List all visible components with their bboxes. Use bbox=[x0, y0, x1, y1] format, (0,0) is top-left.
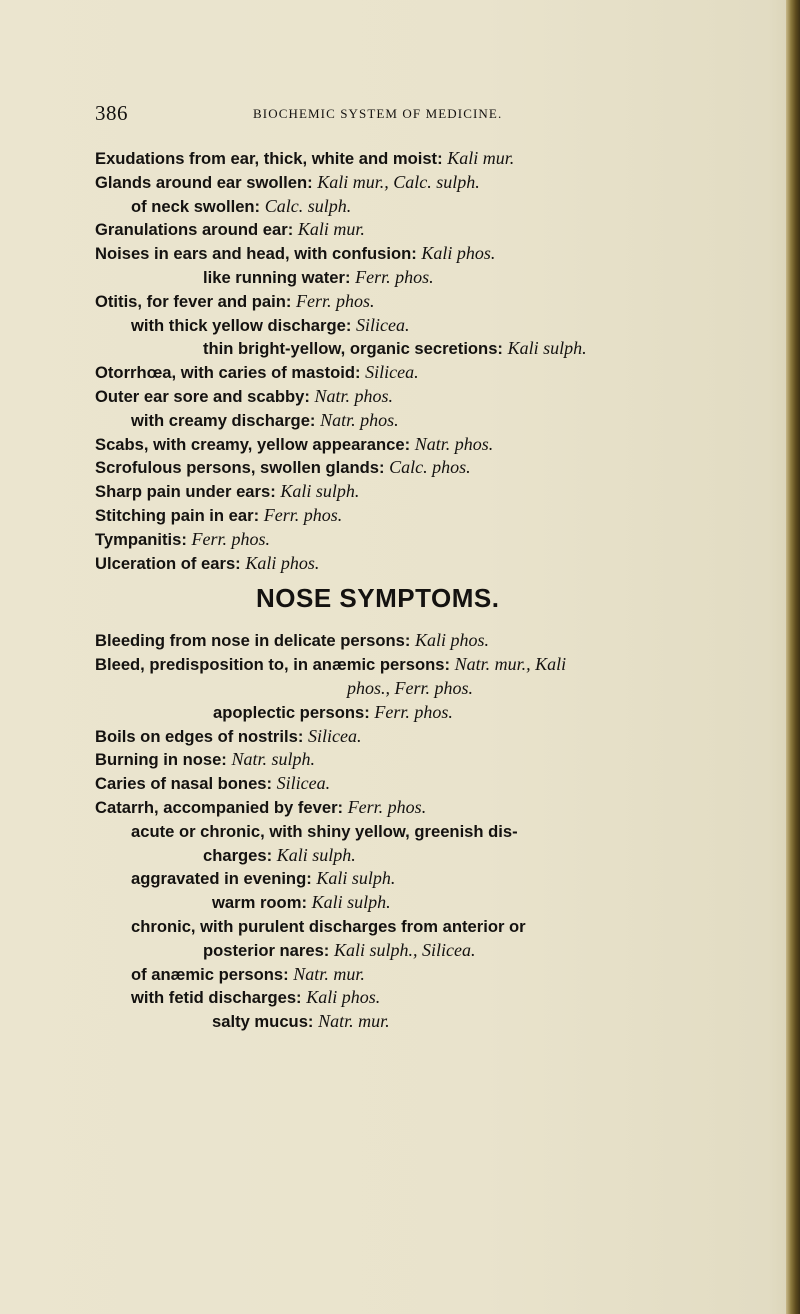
page-header bbox=[95, 101, 655, 129]
section-heading-nose: NOSE SYMPTOMS. bbox=[256, 583, 500, 614]
entry-line bbox=[95, 939, 765, 963]
entry-label: like running water: bbox=[203, 267, 356, 287]
entry-line bbox=[95, 218, 765, 242]
entry-line bbox=[95, 796, 765, 820]
running-head: BIOCHEMIC SYSTEM OF MEDICINE. bbox=[253, 106, 503, 121]
entry-line bbox=[95, 361, 765, 385]
entry-label: Sharp pain under ears: bbox=[95, 482, 281, 502]
entry-remedy: Calc. sulph. bbox=[264, 195, 352, 216]
entry-remedy: Natr. mur., Kali bbox=[454, 654, 567, 675]
entry-remedy: Silicea. bbox=[276, 773, 331, 794]
entry-remedy: Ferr. phos. bbox=[191, 528, 271, 549]
entry-label: Ulceration of ears: bbox=[95, 553, 246, 573]
entry-line bbox=[95, 266, 765, 290]
entry-label: Bleeding from nose in delicate persons: bbox=[95, 631, 415, 651]
entry-label: Exudations from ear, thick, white and moist: bbox=[95, 149, 448, 168]
entry-line bbox=[95, 480, 765, 504]
entry-label: with fetid discharges: bbox=[131, 988, 307, 1008]
entry-label: apoplectic persons: bbox=[213, 702, 375, 722]
entry-remedy: Ferr. phos. bbox=[296, 290, 375, 311]
entry-remedy: Kali phos. bbox=[306, 987, 381, 1008]
entry-line bbox=[95, 528, 765, 552]
entry-line bbox=[95, 409, 765, 433]
nose-symptoms-list bbox=[95, 629, 765, 1034]
page-edge bbox=[786, 0, 800, 1314]
entry-label: Boils on edges of nostrils: bbox=[95, 726, 308, 746]
entry-label: of anæmic persons: bbox=[131, 964, 294, 984]
entry-label: Tympanitis: bbox=[95, 529, 192, 549]
entry-remedy: Kali mur., Calc. sulph. bbox=[317, 171, 480, 192]
entry-label: chronic, with purulent discharges from anterior or bbox=[131, 916, 526, 936]
entry-remedy: phos., Ferr. phos. bbox=[347, 677, 474, 698]
entry-remedy: Kali mur. bbox=[297, 219, 365, 240]
entry-label: warm room: bbox=[212, 893, 312, 913]
entry-line bbox=[95, 504, 765, 528]
entry-remedy: Natr. phos. bbox=[314, 385, 394, 406]
entry-remedy: Silicea. bbox=[365, 362, 419, 383]
entry-label: charges: bbox=[203, 845, 277, 865]
entry-remedy: Kali sulph. bbox=[311, 892, 391, 913]
entry-line bbox=[95, 290, 765, 314]
entry-line bbox=[95, 963, 765, 987]
entry-label: Scabs, with creamy, yellow appearance: bbox=[95, 434, 415, 454]
entry-remedy: Natr. mur. bbox=[293, 963, 365, 984]
entry-remedy: Natr. sulph. bbox=[231, 749, 315, 770]
entry-line bbox=[95, 171, 765, 195]
entry-line bbox=[95, 1010, 765, 1034]
entry-line bbox=[95, 314, 765, 338]
entry-label: Caries of nasal bones: bbox=[95, 774, 277, 794]
entry-line bbox=[95, 915, 765, 939]
entry-remedy: Kali phos. bbox=[414, 630, 489, 651]
entry-line bbox=[95, 677, 765, 701]
entry-line bbox=[95, 653, 765, 677]
entry-line bbox=[95, 701, 765, 725]
entry-line bbox=[95, 337, 765, 361]
entry-label: acute or chronic, with shiny yellow, greenish dis- bbox=[131, 821, 518, 841]
entry-remedy: Natr. phos. bbox=[320, 409, 399, 430]
entry-line bbox=[95, 629, 765, 653]
entry-line bbox=[95, 891, 765, 915]
page-content bbox=[95, 147, 765, 1034]
entry-label: of neck swollen: bbox=[131, 196, 265, 216]
entry-line bbox=[95, 820, 765, 844]
entry-label: Granulations around ear: bbox=[95, 220, 298, 240]
ear-symptoms-list bbox=[95, 147, 765, 575]
entry-line bbox=[95, 242, 765, 266]
entry-remedy: Kali sulph. bbox=[507, 338, 587, 359]
entry-label: posterior nares: bbox=[203, 940, 334, 960]
entry-remedy: Kali sulph. bbox=[276, 844, 356, 865]
entry-label: aggravated in evening: bbox=[131, 869, 317, 889]
entry-label: Stitching pain in ear: bbox=[95, 505, 264, 525]
entry-remedy: Ferr. phos. bbox=[374, 701, 453, 722]
entry-line bbox=[95, 456, 765, 480]
entry-line bbox=[95, 725, 765, 749]
entry-line bbox=[95, 772, 765, 796]
entry-label: Noises in ears and head, with confusion: bbox=[95, 244, 422, 264]
entry-line bbox=[95, 385, 765, 409]
entry-label: Glands around ear swollen: bbox=[95, 172, 318, 192]
entry-remedy: Ferr. phos. bbox=[347, 796, 427, 817]
entry-label: Bleed, predisposition to, in anæmic persons: bbox=[95, 655, 455, 675]
entry-label: salty mucus: bbox=[212, 1012, 319, 1032]
entry-line bbox=[95, 986, 765, 1010]
entry-remedy: Silicea. bbox=[356, 314, 410, 335]
entry-label: Scrofulous persons, swollen glands: bbox=[95, 458, 390, 478]
entry-remedy: Kali sulph., Silicea. bbox=[333, 939, 476, 960]
entry-label: Burning in nose: bbox=[95, 750, 232, 770]
entry-label: with thick yellow discharge: bbox=[131, 315, 356, 335]
entry-line bbox=[95, 147, 765, 171]
entry-line bbox=[95, 195, 765, 219]
entry-remedy: Kali sulph. bbox=[280, 481, 360, 502]
entry-label: Otitis, for fever and pain: bbox=[95, 291, 296, 311]
entry-remedy: Ferr. phos. bbox=[263, 504, 343, 525]
entry-label: Outer ear sore and scabby: bbox=[95, 386, 315, 406]
entry-remedy: Kali mur. bbox=[447, 148, 515, 168]
entry-line bbox=[95, 433, 765, 457]
entry-remedy: Kali sulph. bbox=[316, 868, 396, 889]
entry-line bbox=[95, 748, 765, 772]
entry-remedy: Ferr. phos. bbox=[355, 266, 434, 287]
entry-line bbox=[95, 867, 765, 891]
entry-remedy: Natr. phos. bbox=[414, 433, 494, 454]
entry-label: thin bright-yellow, organic secretions: bbox=[203, 339, 508, 359]
page-number: 386 bbox=[95, 101, 128, 125]
entry-remedy: Kali phos. bbox=[245, 552, 320, 573]
entry-label: Otorrhœa, with caries of mastoid: bbox=[95, 363, 366, 383]
entry-remedy: Calc. phos. bbox=[389, 457, 471, 478]
entry-label: with creamy discharge: bbox=[131, 410, 321, 430]
entry-label: Catarrh, accompanied by fever: bbox=[95, 797, 348, 817]
entry-remedy: Silicea. bbox=[307, 725, 362, 746]
entry-remedy: Kali phos. bbox=[421, 243, 496, 264]
entry-line bbox=[95, 844, 765, 868]
entry-remedy: Natr. mur. bbox=[318, 1011, 390, 1032]
entry-line bbox=[95, 552, 765, 576]
